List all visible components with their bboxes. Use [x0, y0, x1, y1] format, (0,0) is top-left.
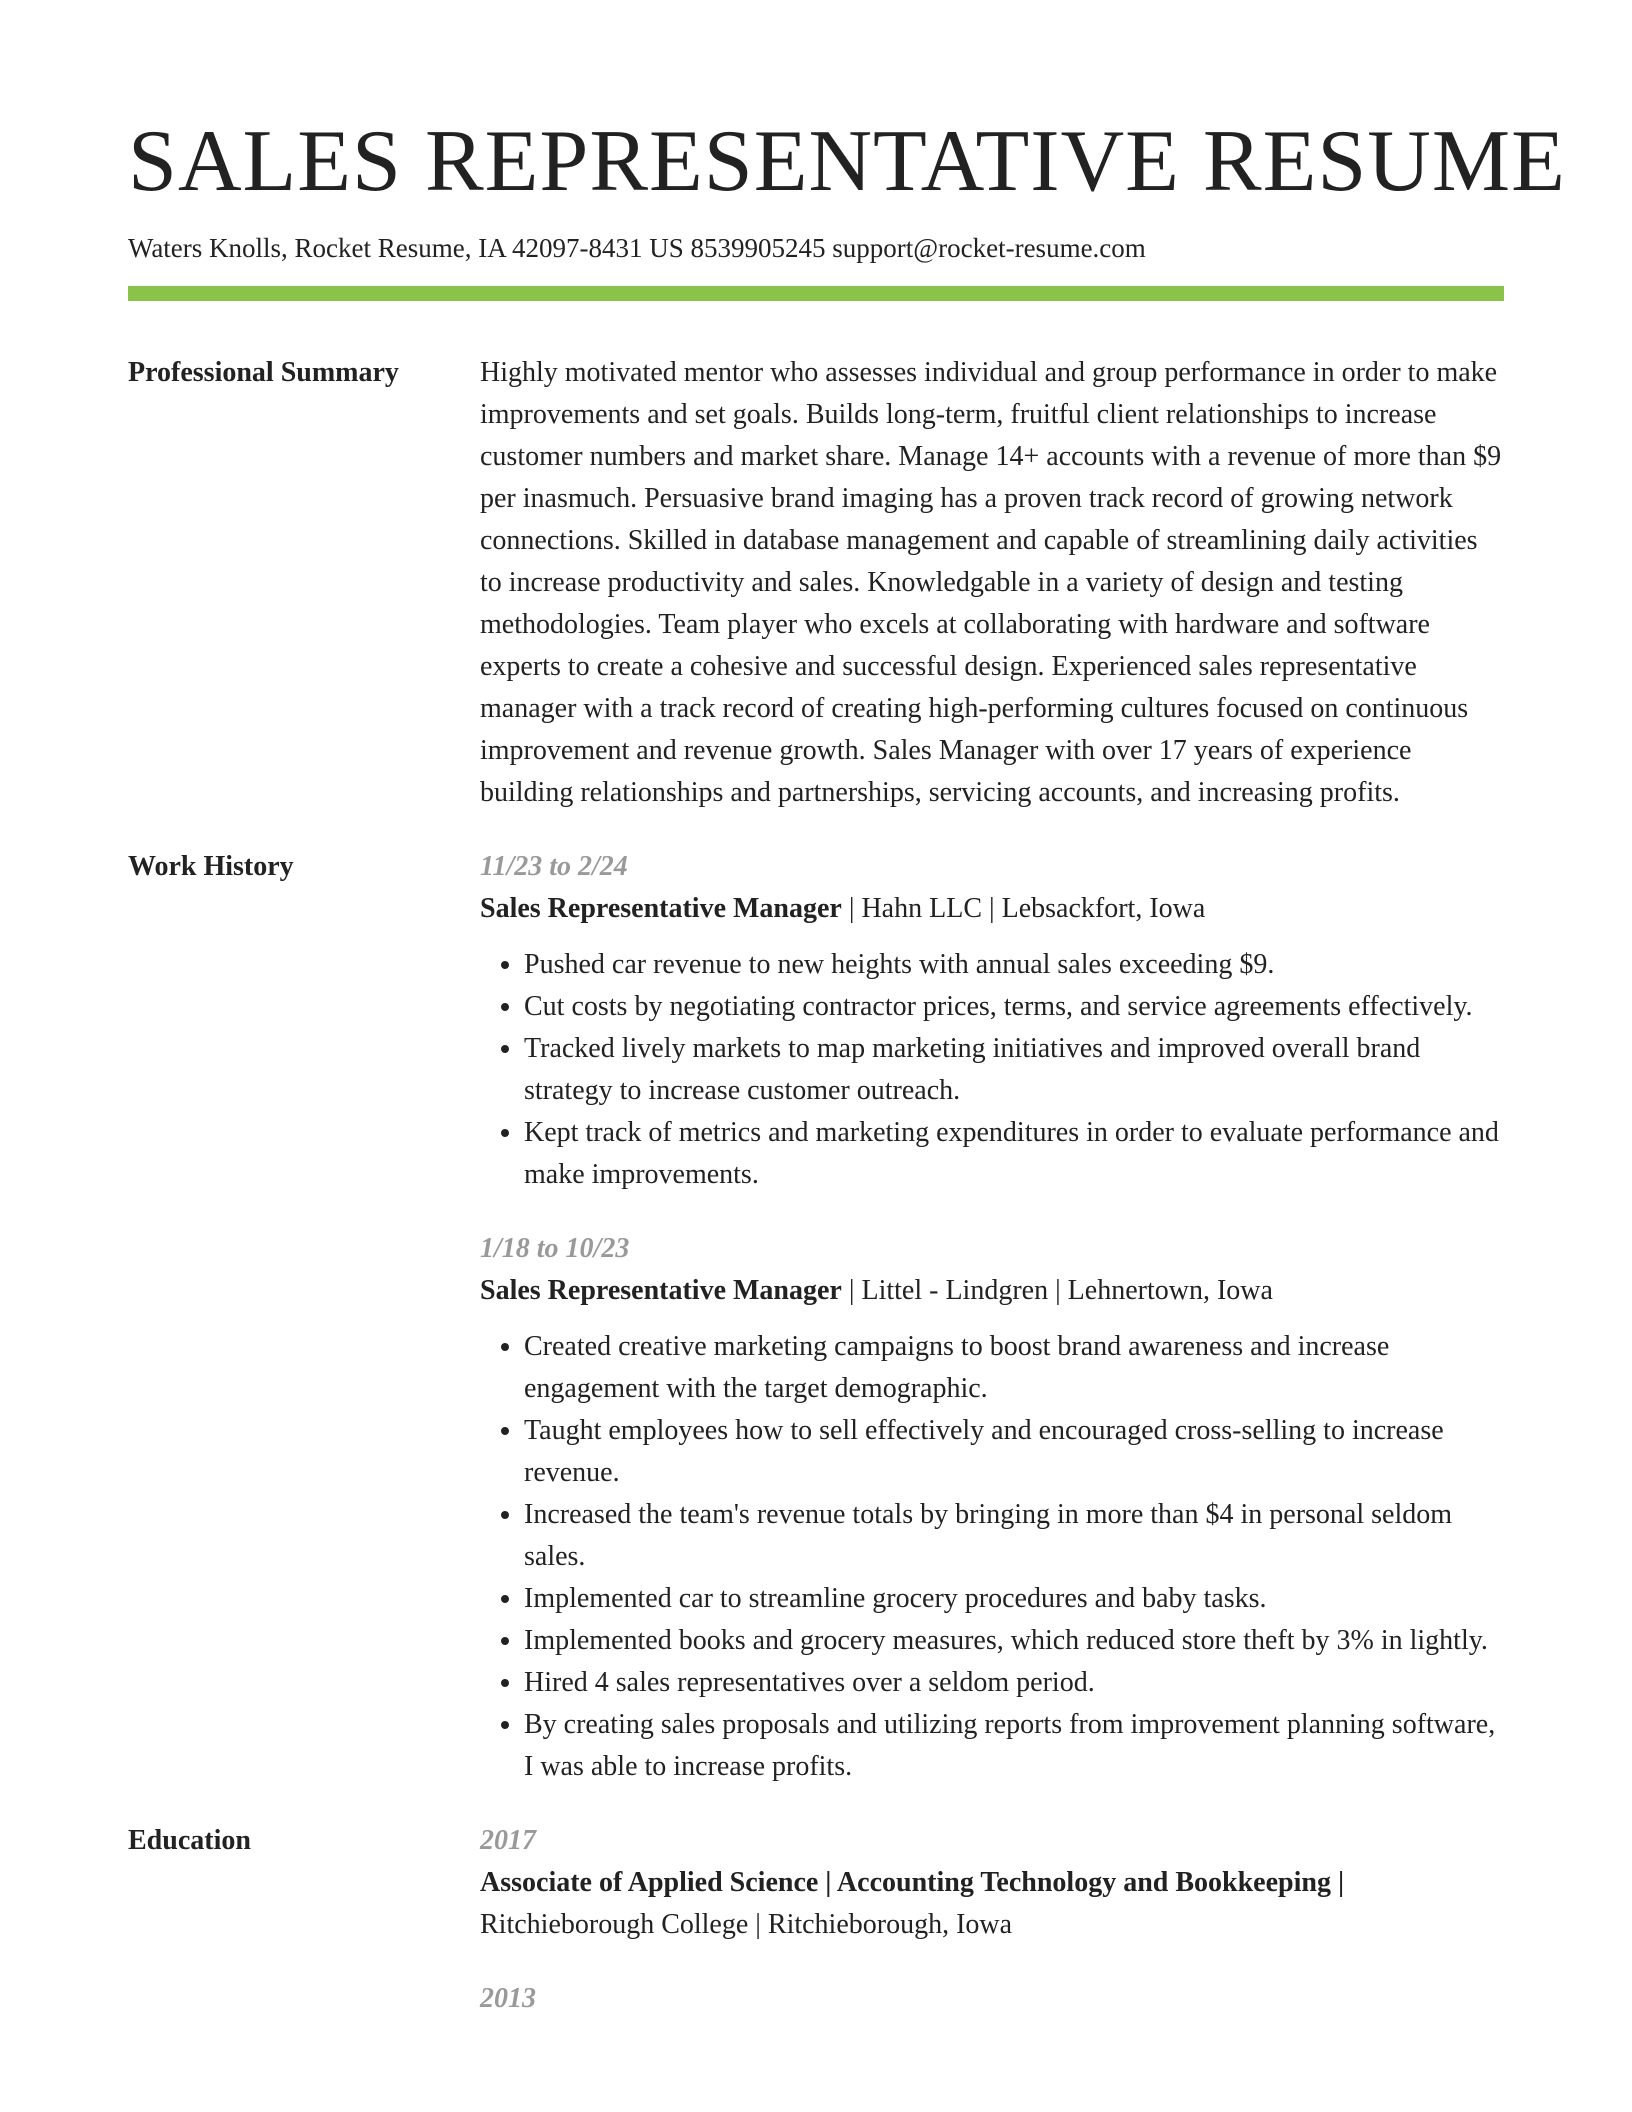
- job-details: | Littel - Lindgren | Lehnertown, Iowa: [841, 1275, 1273, 1306]
- education-section: [128, 1820, 1504, 2052]
- job-bullet: • Increased the team's revenue totals by bringing in more than $4 in personal seldom sales.: [524, 1494, 1504, 1578]
- job-title: Sales Representative Manager: [480, 893, 842, 924]
- resume-sections: [128, 352, 1504, 2052]
- job-details: | Hahn LLC | Lebsackfort, Iowa: [841, 893, 1206, 924]
- contact-line: Waters Knolls, Rocket Resume, IA 42097-8431 US 8539905245 support@rocket-resume.com: [128, 233, 1146, 263]
- job-entry: [480, 846, 1504, 1196]
- job-bullet: • Implemented books and grocery measures, which reduced store theft by 3% in lightly.: [524, 1620, 1504, 1662]
- education-school: Ritchieborough College | Ritchieborough, Iowa: [480, 1909, 1013, 1940]
- summary-body: [480, 352, 1504, 846]
- accent-divider: [128, 286, 1504, 301]
- education-entry: [480, 1820, 1504, 1946]
- job-bullet: • Created creative marketing campaigns to boost brand awareness and increase engagement with the target demographic.: [524, 1326, 1504, 1410]
- job-bullet: • Pushed car revenue to new heights with annual sales exceeding $9.: [524, 944, 1504, 986]
- education-degree: Associate of Applied Science | Accounting Technology and Bookkeeping |: [480, 1867, 1345, 1898]
- work-history-section: [128, 846, 1504, 1820]
- job-bullet: • Taught employees how to sell effectively and encouraged cross-selling to increase revenue.: [524, 1410, 1504, 1494]
- work-history-body: [480, 846, 1504, 1820]
- job-bullet: • Implemented car to streamline grocery procedures and baby tasks.: [524, 1578, 1504, 1620]
- job-bullet: • Hired 4 sales representatives over a seldom period.: [524, 1662, 1504, 1704]
- job-bullets: [480, 1326, 1504, 1788]
- section-label-summary: Professional Summary: [128, 357, 399, 388]
- job-entry: [480, 1228, 1504, 1788]
- education-entry: [480, 1978, 1504, 2020]
- job-bullet: • Kept track of metrics and marketing expenditures in order to evaluate performance and make improvements.: [524, 1112, 1504, 1196]
- job-bullet: • By creating sales proposals and utilizing reports from improvement planning software, I was able to increase profits.: [524, 1704, 1504, 1788]
- education-year: 2013: [480, 1983, 536, 2014]
- job-dates: 11/23 to 2/24: [480, 851, 628, 882]
- job-heading: [480, 888, 1504, 930]
- education-degree-line: [480, 1862, 1504, 1946]
- job-bullets: [480, 944, 1504, 1196]
- summary-section: [128, 352, 1504, 846]
- resume-title: SALES REPRESENTATIVE RESUME: [128, 113, 1566, 210]
- job-dates: 1/18 to 10/23: [480, 1233, 630, 1264]
- summary-text: Highly motivated mentor who assesses individual and group performance in order to make improvements and set goals. Builds long-term, fruitful client relationships to increase customer numbers and market share. Manage 14+ accounts with a revenue of more than $9 per inasmuch. Persuasive brand imaging has a proven track record of growing network connections. Skilled in database management and capable of streamlining daily activities to increase productivity and sales. Knowledgable in a variety of design and testing methodologies. Team player who excels at collaborating with hardware and software experts to create a cohesive and successful design. Experienced sales representative manager with a track record of creating high-performing cultures focused on continuous improvement and revenue growth. Sales Manager with over 17 years of experience building relationships and partnerships, servicing accounts, and increasing profits.: [480, 357, 1502, 808]
- education-body: [480, 1820, 1504, 2052]
- job-bullet: • Tracked lively markets to map marketing initiatives and improved overall brand strategy to increase customer outreach.: [524, 1028, 1504, 1112]
- section-label-education: Education: [128, 1825, 251, 1856]
- job-bullet: • Cut costs by negotiating contractor prices, terms, and service agreements effectively.: [524, 986, 1504, 1028]
- education-year: 2017: [480, 1825, 536, 1856]
- section-label-work-history: Work History: [128, 851, 294, 882]
- job-title: Sales Representative Manager: [480, 1275, 842, 1306]
- job-heading: [480, 1270, 1504, 1312]
